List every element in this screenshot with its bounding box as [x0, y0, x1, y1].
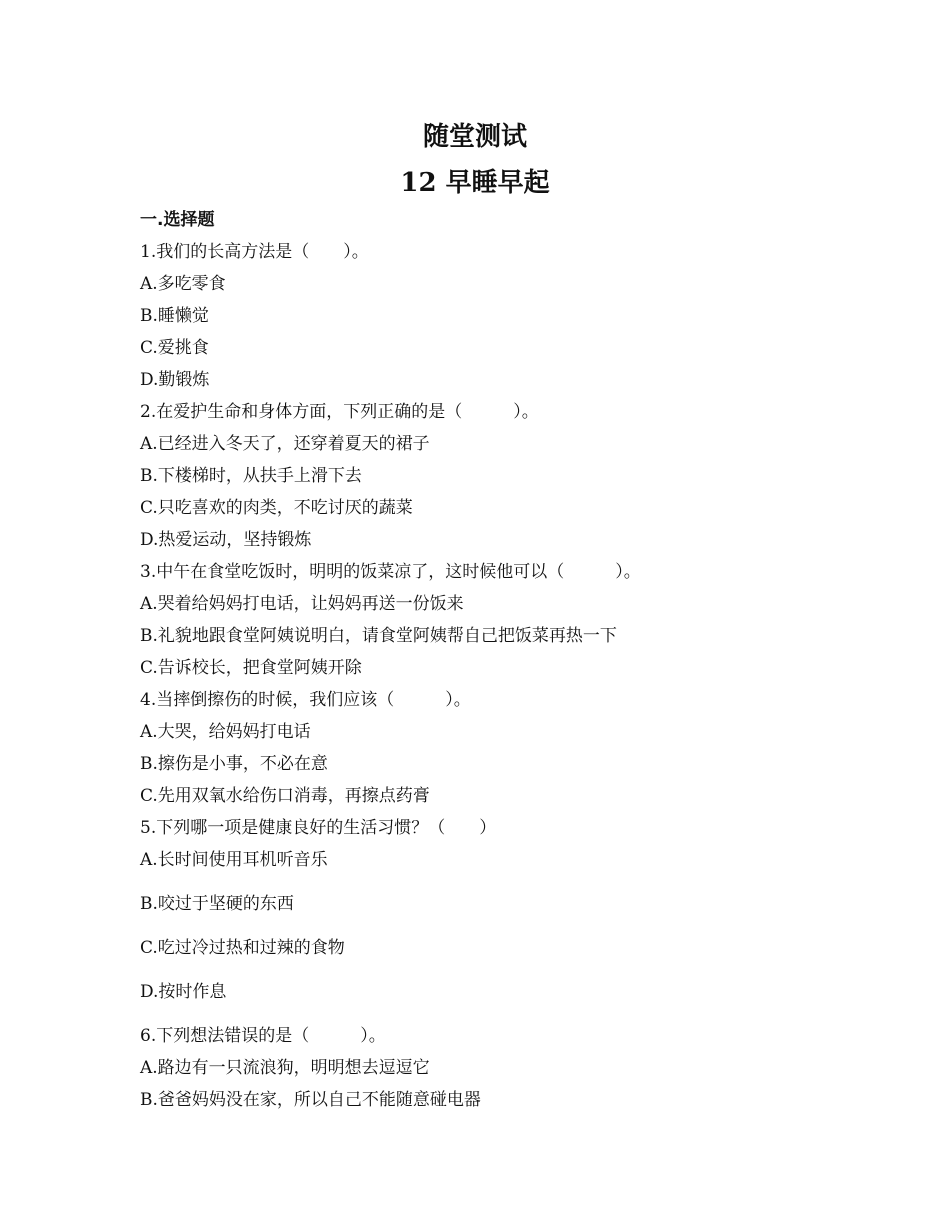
question-1-stem: 1.我们的长高方法是（ ）。 [140, 242, 369, 262]
question-5-option-c: C.吃过冷过热和过辣的食物 [140, 938, 345, 958]
question-2-option-b: B.下楼梯时，从扶手上滑下去 [140, 466, 362, 486]
question-2-option-d: D.热爱运动，坚持锻炼 [140, 530, 312, 550]
question-2-stem: 2.在爱护生命和身体方面，下列正确的是（ ）。 [140, 402, 539, 422]
question-3-option-a: A.哭着给妈妈打电话，让妈妈再送一份饭来 [140, 594, 464, 614]
question-4-option-a: A.大哭，给妈妈打电话 [140, 722, 311, 742]
question-3-option-b: B.礼貌地跟食堂阿姨说明白，请食堂阿姨帮自己把饭菜再热一下 [140, 626, 617, 646]
question-list [140, 240, 900, 1120]
question-6-option-b: B.爸爸妈妈没在家，所以自己不能随意碰电器 [140, 1090, 481, 1110]
question-4-option-b: B.擦伤是小事，不必在意 [140, 754, 328, 774]
document-title: 随堂测试 [422, 122, 527, 152]
question-5-option-a: A.长时间使用耳机听音乐 [140, 850, 328, 870]
question-6-stem: 6.下列想法错误的是（ ）。 [140, 1026, 386, 1046]
lesson-title: 12 早睡早起 [400, 168, 550, 198]
question-2-option-c: C.只吃喜欢的肉类，不吃讨厌的蔬菜 [140, 498, 413, 518]
question-5-stem: 5.下列哪一项是健康良好的生活习惯？（ ） [140, 818, 497, 838]
question-5-option-d: D.按时作息 [140, 982, 227, 1002]
question-1-option-d: D.勤锻炼 [140, 370, 210, 390]
question-3-stem: 3.中午在食堂吃饭时，明明的饭菜凉了，这时候他可以（ ）。 [140, 562, 641, 582]
section-heading: 一.选择题 [140, 210, 215, 230]
question-1-option-b: B.睡懒觉 [140, 306, 209, 326]
question-4-option-c: C.先用双氧水给伤口消毒，再擦点药膏 [140, 786, 430, 806]
question-3-option-c: C.告诉校长，把食堂阿姨开除 [140, 658, 362, 678]
question-5-option-b: B.咬过于坚硬的东西 [140, 894, 294, 914]
question-1-option-c: C.爱挑食 [140, 338, 209, 358]
question-4-stem: 4.当摔倒擦伤的时候，我们应该（ ）。 [140, 690, 471, 710]
question-2-option-a: A.已经进入冬天了，还穿着夏天的裙子 [140, 434, 430, 454]
question-6-option-a: A.路边有一只流浪狗，明明想去逗逗它 [140, 1058, 430, 1078]
question-1-option-a: A.多吃零食 [140, 274, 226, 294]
